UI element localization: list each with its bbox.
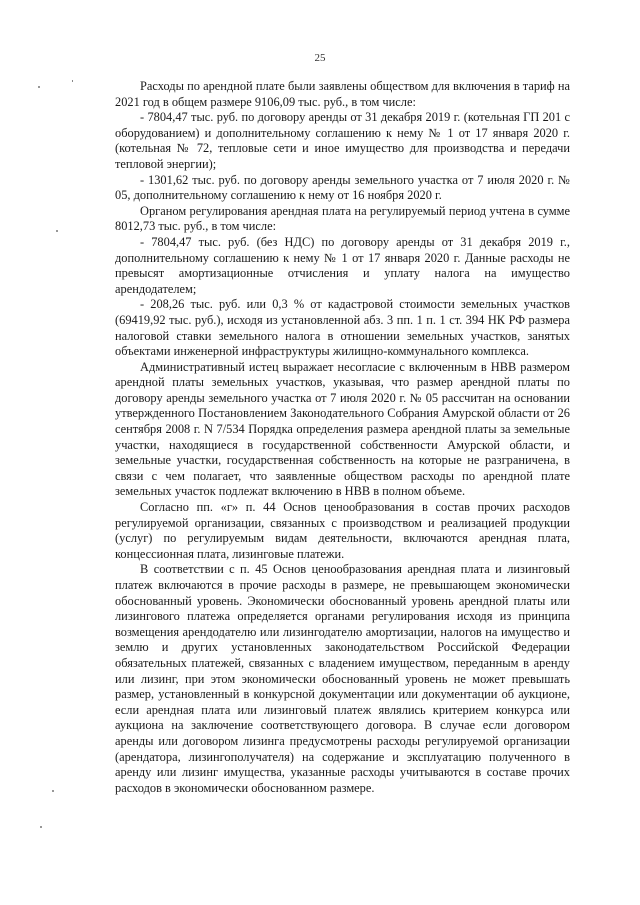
paragraph-plaintiff-disagreement: Административный истец выражает несогласие с включенным в НВВ размером арендной платы земельных участков, указывая, что размер арендной платы по договору аренды земельного участка от 7 июля 2020 г. № 05 рассчитан на основании утвержденного Постановлением Законодательного Собрания Амурской области от 26 сентября 2008 г. N 7/534 Порядка определения размера арендной платы за земельные участки, находящиеся в государственной собственности Амурской области, и земельные участки, государственная собственность на которые не разграничена, в связи с чем полагает, что заявленные обществом расходы по арендной плате земельных участок подлежат включению в НВВ в полном объеме. — [115, 359, 570, 499]
scan-speck — [40, 826, 42, 828]
paragraph-rent-no-vat: - 7804,47 тыс. руб. (без НДС) по договору аренды от 31 декабря 2019 г., дополнительному соглашению к нему № 1 от 17 января 2020 г. Данные расходы не превысят амортизационные отчисления и уплату налога на имущество арендодателем; — [115, 234, 570, 296]
paragraph-cadastral: - 208,26 тыс. руб. или 0,3 % от кадастровой стоимости земельных участков (69419,92 тыс. руб.), исходя из установленной абз. 3 пп. 1 п. 1 ст. 394 НК РФ размера налоговой ставки земельного налога в отношении земельных участков, занятых объектами инженерной инфраструктуры жилищно-коммунального комплекса. — [115, 297, 570, 359]
document-body — [115, 79, 570, 796]
paragraph-pricing-45: В соответствии с п. 45 Основ ценообразования арендная плата и лизинговый платеж включаются в прочие расходы в размере, не превышающем экономически обоснованный уровень. Экономически обоснованный уровень арендной платы или лизингового платежа определяется органами регулирования исходя из принципа возмещения арендодателю или лизингодателю амортизации, налогов на имущество и землю и других установленных законодательством Российской Федерации обязательных платежей, связанных с владением имуществом, переданным в аренду или лизинг, при этом экономически обоснованный уровень не может превышать размер, установленный в конкурсной документации или документации об аукционе, если арендная плата или лизинговый платеж являлись критерием конкурса или аукциона на заключение соответствующего договора. В случае если договором аренды или договором лизинга предусмотрены расходы регулируемой организации (арендатора, лизингополучателя) на содержание и эксплуатацию полученного в аренду или лизинг имущества, указанные расходы учитываются в составе прочих расходов в экономически обоснованном размере. — [115, 562, 570, 795]
paragraph-lease-boiler: - 7804,47 тыс. руб. по договору аренды от 31 декабря 2019 г. (котельная ГП 201 с оборудованием) и дополнительному соглашению к нему № 1 от 17 января 2020 г. (котельная № 72, тепловые сети и иное имущество для производства и передачи тепловой энергии); — [115, 110, 570, 171]
paragraph-lease-land: - 1301,62 тыс. руб. по договору аренды земельного участка от 7 июля 2020 г. № 05, дополнительному соглашению к нему от 16 ноября 2020 г. — [115, 172, 570, 203]
paragraph-rent-accounted: Органом регулирования арендная плата на регулируемый период учтена в сумме 8012,73 тыс. руб., в том числе: — [115, 203, 570, 234]
paragraph-rent-claimed: Расходы по арендной плате были заявлены обществом для включения в тариф на 2021 год в общем размере 9106,09 тыс. руб., в том числе: — [115, 79, 570, 109]
page-number: 25 — [314, 52, 326, 64]
scan-speck — [56, 230, 58, 232]
scan-speck — [52, 790, 54, 792]
paragraph-pricing-44: Согласно пп. «г» п. 44 Основ ценообразования в состав прочих расходов регулируемой организации, связанных с производством и реализацией продукции (услуг) по регулируемым видам деятельности, включаются арендная плата, концессионная плата, лизинговые платежи. — [115, 500, 570, 561]
scan-speck — [38, 86, 40, 88]
scan-speck — [72, 80, 73, 82]
